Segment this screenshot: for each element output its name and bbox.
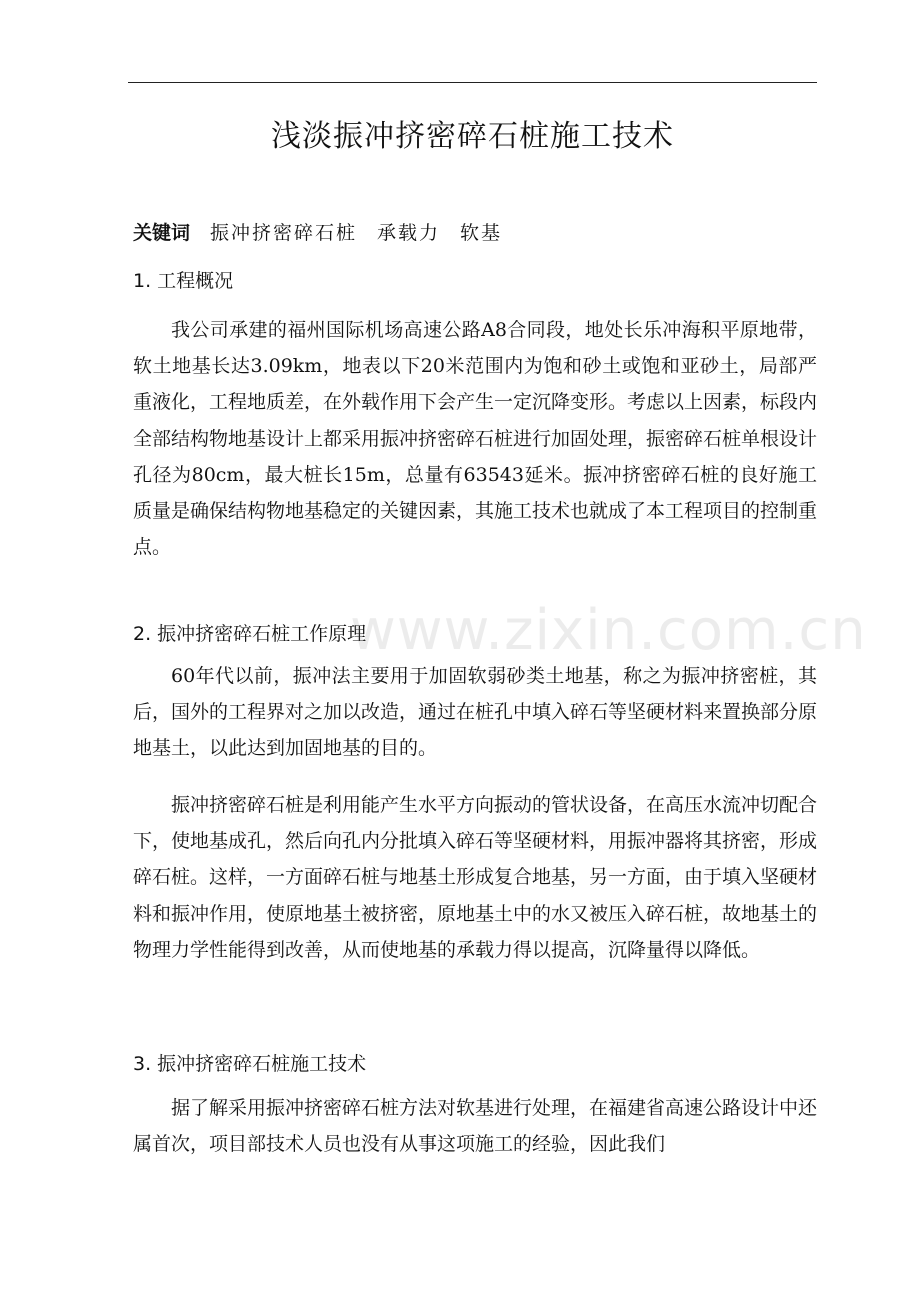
document-title: 浅淡振冲挤密碎石桩施工技术 <box>271 119 674 154</box>
header-rule <box>128 82 817 83</box>
section-heading-2: 2. 振冲挤密碎石桩工作原理 <box>133 623 367 645</box>
site-watermark: www.zixin.com.cn <box>350 598 867 663</box>
section-1-paragraph-1: 我公司承建的福州国际机场高速公路A8合同段，地处长乐冲海积平原地带，软土地基长达3.09km，地表以下20米范围内为饱和砂土或饱和亚砂土，局部严重液化，工程地质差，在外载作用下会产生一定沉降变形。考虑以上因素，标段内全部结构物地基设计上都采用振冲挤密碎石桩进行加固处理，振密碎石桩单根设计孔径为80cm，最大桩长15m，总量有63543延米。振冲挤密碎石桩的良好施工质量是确保结构物地基稳定的关键因素，其施工技术也就成了本工程项目的控制重点。 <box>133 319 818 559</box>
section-2-paragraph-2: 振冲挤密碎石桩是利用能产生水平方向振动的管状设备，在高压水流冲切配合下，使地基成孔，然后向孔内分批填入碎石等坚硬材料，用振冲器将其挤密，形成碎石桩。这样，一方面碎石桩与地基土形成复合地基，另一方面，由于填入坚硬材料和振冲作用，使原地基土被挤密，原地基土中的水又被压入碎石桩，故地基土的物理力学性能得到改善，从而使地基的承载力得以提高，沉降量得以降低。 <box>133 794 818 961</box>
keywords-line <box>133 216 502 250</box>
section-heading-3: 3. 振冲挤密碎石桩施工技术 <box>133 1053 367 1075</box>
keyword-item: 软基 <box>460 222 503 244</box>
section-heading-1: 1. 工程概况 <box>133 270 234 292</box>
section-3-paragraph-1: 据了解采用振冲挤密碎石桩方法对软基进行处理，在福建省高速公路设计中还属首次，项目部技术人员也没有从事这项施工的经验，因此我们 <box>133 1097 818 1156</box>
keyword-item: 振冲挤密碎石桩 <box>210 222 358 244</box>
section-2-paragraph-1: 60年代以前，振冲法主要用于加固软弱砂类土地基，称之为振冲挤密桩，其后，国外的工程界对之加以改造，通过在桩孔中填入碎石等坚硬材料来置换部分原地基土，以此达到加固地基的目的。 <box>133 665 818 760</box>
keyword-item: 承载力 <box>377 222 441 244</box>
keywords-label: 关键词 <box>133 222 191 244</box>
